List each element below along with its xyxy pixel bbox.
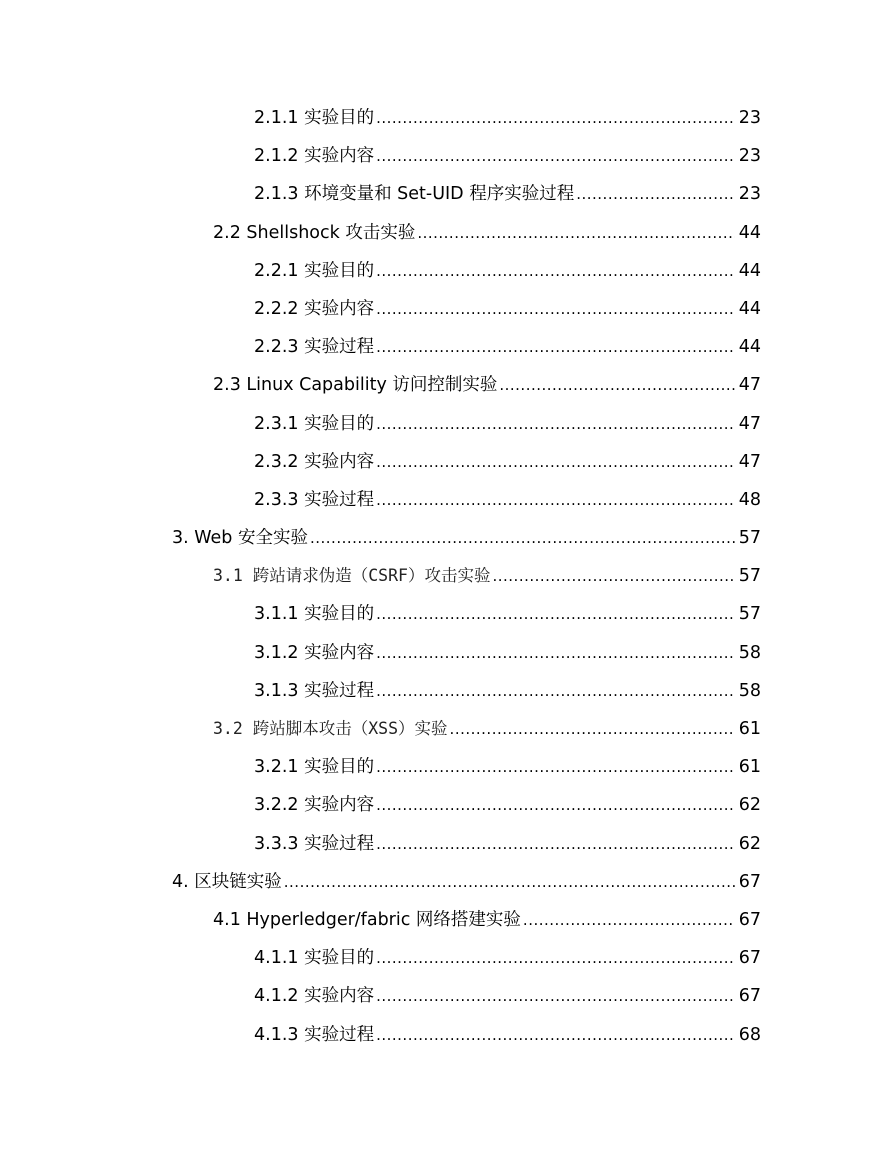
toc-entry-title: 3.2 跨站脚本攻击（XSS）实验 [213,719,448,738]
toc-dot-leader [376,328,735,366]
toc-dot-leader [376,443,735,481]
toc-entry-page-number: 44 [738,260,761,281]
toc-entry-title: 2.2.1 实验目的 [254,260,375,281]
toc-entry-page-number: 67 [738,948,761,969]
toc-entry[interactable] [0,366,893,404]
toc-entry-title: 4. 区块链实验 [172,871,282,892]
toc-entry-page-number: 58 [738,642,761,663]
toc-entry-title: 2.1.3 环境变量和 Set-UID 程序实验过程 [254,184,575,205]
toc-entry-page-number: 62 [738,833,761,854]
toc-entry[interactable] [0,405,893,443]
toc-entry-title: 3.1.3 实验过程 [254,680,375,701]
toc-dot-leader [376,672,735,710]
toc-entry[interactable] [0,443,893,481]
toc-entry-title: 2.3.3 实验过程 [254,489,375,510]
toc-entry[interactable] [0,710,893,748]
toc-entry[interactable] [0,290,893,328]
toc-entry[interactable] [0,214,893,252]
toc-dot-leader [376,99,735,137]
toc-entry-title: 4.1 Hyperledger/fabric 网络搭建实验 [213,909,521,930]
toc-dot-leader [376,481,735,519]
toc-dot-leader [376,977,735,1015]
toc-entry-page-number: 23 [738,184,761,205]
toc-dot-leader [376,825,735,863]
toc-entry[interactable] [0,557,893,595]
toc-entry-title: 2.2 Shellshock 攻击实验 [213,222,416,243]
toc-entry-page-number: 47 [738,413,761,434]
toc-entry-page-number: 58 [738,680,761,701]
toc-dot-leader [310,519,735,557]
toc-entry[interactable] [0,634,893,672]
toc-entry-title: 2.3.1 实验目的 [254,413,375,434]
toc-entry-title: 4.1.1 实验目的 [254,948,375,969]
toc-entry-page-number: 61 [738,757,761,778]
toc-entry[interactable] [0,595,893,633]
toc-entry-page-number: 67 [738,986,761,1007]
toc-entry-page-number: 61 [738,719,761,739]
toc-entry[interactable] [0,137,893,175]
toc-entry-title: 3.3.3 实验过程 [254,833,375,854]
toc-entry[interactable] [0,786,893,824]
toc-entry-title: 2.3 Linux Capability 访问控制实验 [213,375,498,396]
toc-dot-leader [450,710,735,748]
toc-entry[interactable] [0,519,893,557]
toc-dot-leader [376,405,735,443]
toc-entry-page-number: 68 [738,1024,761,1045]
toc-dot-leader [417,214,735,252]
toc-entry-title: 2.3.2 实验内容 [254,451,375,472]
toc-entry-page-number: 23 [738,146,761,167]
toc-entry-title: 4.1.2 实验内容 [254,986,375,1007]
toc-entry-page-number: 44 [738,298,761,319]
toc-entry-title: 2.2.2 实验内容 [254,298,375,319]
toc-entry-title: 3. Web 安全实验 [172,528,308,549]
toc-dot-leader [376,634,735,672]
toc-entry[interactable] [0,939,893,977]
toc-entry-page-number: 23 [738,108,761,128]
toc-entry-title: 3.1.2 实验内容 [254,642,375,663]
toc-dot-leader [376,1016,735,1054]
toc-dot-leader [499,366,735,404]
toc-dot-leader [376,252,735,290]
toc-dot-leader [376,595,735,633]
toc-dot-leader [376,290,735,328]
toc-dot-leader [492,557,735,595]
toc-entry-title: 2.2.3 实验过程 [254,337,375,358]
toc-dot-leader [376,786,735,824]
toc-dot-leader [576,175,735,213]
toc-entry-page-number: 48 [738,489,761,510]
toc-entry-page-number: 57 [738,604,761,625]
toc-dot-leader [376,137,735,175]
toc-dot-leader [523,901,735,939]
toc-entry-page-number: 57 [738,566,761,587]
toc-entry-page-number: 67 [738,909,761,930]
toc-entry[interactable] [0,672,893,710]
toc-entry-title: 3.2.1 实验目的 [254,757,375,778]
toc-entry[interactable] [0,977,893,1015]
toc-entry[interactable] [0,863,893,901]
toc-entry[interactable] [0,1016,893,1054]
toc-entry-title: 2.1.2 实验内容 [254,146,375,167]
toc-entry[interactable] [0,748,893,786]
toc-entry[interactable] [0,825,893,863]
toc-entry-page-number: 67 [738,871,761,892]
toc-entry-title: 3.1.1 实验目的 [254,604,375,625]
toc-entry-page-number: 44 [738,222,761,243]
toc-dot-leader [284,863,735,901]
toc-dot-leader [376,748,735,786]
toc-entry-page-number: 62 [738,795,761,816]
toc-entry-page-number: 47 [738,375,761,396]
toc-entry-page-number: 44 [738,337,761,358]
toc-entry[interactable] [0,901,893,939]
toc-entry[interactable] [0,481,893,519]
toc-entry-page-number: 57 [738,528,761,549]
toc-dot-leader [376,939,735,977]
table-of-contents [0,99,893,1054]
toc-entry[interactable] [0,328,893,366]
toc-entry-title: 3.2.2 实验内容 [254,795,375,816]
toc-entry-title: 3.1 跨站请求伪造（CSRF）攻击实验 [213,566,491,586]
toc-entry-title: 4.1.3 实验过程 [254,1024,375,1045]
toc-entry-page-number: 47 [738,451,761,472]
toc-entry[interactable] [0,175,893,213]
toc-entry[interactable] [0,99,893,137]
toc-entry-title: 2.1.1 实验目的 [254,108,375,128]
toc-entry[interactable] [0,252,893,290]
